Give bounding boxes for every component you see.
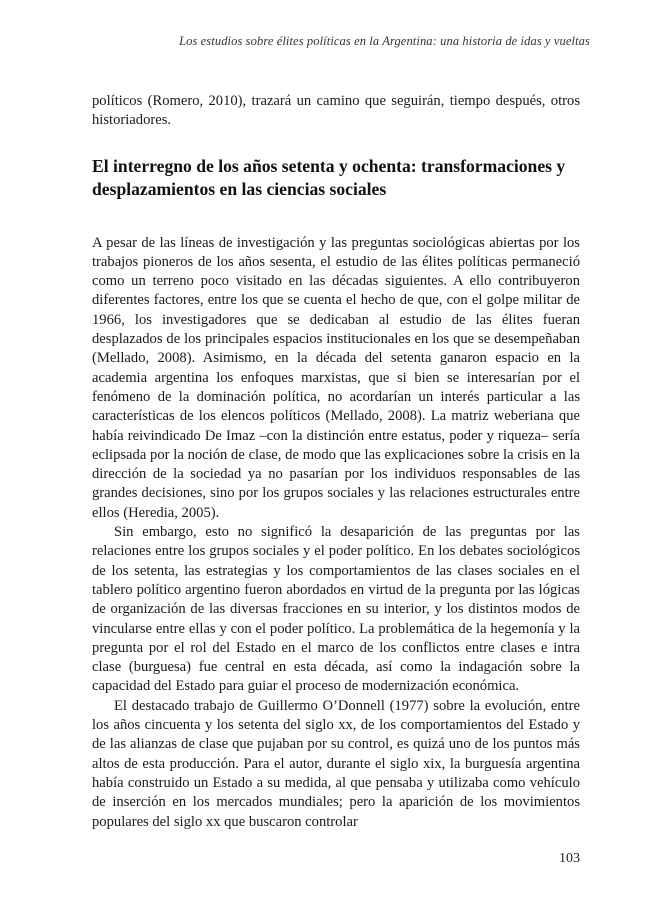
running-head: Los estudios sobre élites políticas en la Argentina: una historia de idas y vueltas xyxy=(179,34,590,48)
intro-paragraph: políticos (Romero, 2010), trazará un camino que seguirán, tiempo después, otros historiadores. xyxy=(92,93,580,129)
page-body xyxy=(92,92,580,832)
body-paragraph-1: A pesar de las líneas de investigación y las preguntas sociológicas abiertas por los trabajos pioneros de los años sesenta, el estudio de las élites políticas permaneció como un terreno poco visitado en las décadas siguientes. A ello contribuyeron diferentes factores, entre los que se cuenta el hecho de que, con el golpe militar de 1966, los investigadores que se dedicaban al estudio de las élites fueran desplazados de los principales espacios institucionales en los que se desempeñaban (Mellado, 2008). Asimismo, en la década del setenta ganaron espacio en la academia argentina los enfoques marxistas, que si bien se interesarían por el fenómeno de la dominación política, no acordarían un interés particular a las características de los elencos políticos (Mellado, 2008). La matriz weberiana que había reivindicado De Imaz –con la distinción entre estatus, poder y riqueza– sería eclipsada por la noción de clase, de modo que las explicaciones sobre la crisis en la dirección de la sociedad ya no pasarían por los individuos responsables de las grandes decisiones, sino por los grupos sociales y las relaciones estructurales entre ellos (Heredia, 2005). xyxy=(92,234,580,521)
section-heading: El interregno de los años setenta y ochenta: transformaciones y desplazamientos en las ciencias sociales xyxy=(92,155,566,199)
body-paragraph-3: El destacado trabajo de Guillermo O’Donnell (1977) sobre la evolución, entre los años cincuenta y los setenta del siglo xx, de los comportamientos del Estado y de las alianzas de clase que pujaban por su control, es quizá uno de los puntos más altos de esta producción. Para el autor, durante el siglo xix, la burguesía argentina había construido un Estado a su medida, al que pensaba y utilizaba como vehículo de inserción en los mercados mundiales; pero la aparición de los movimientos populares del siglo xx que buscaron controlar xyxy=(92,697,580,830)
body-paragraph-2: Sin embargo, esto no significó la desaparición de las preguntas por las relaciones entre los grupos sociales y el poder político. En los debates sociológicos de los setenta, las estrategias y los comportamientos de las clases sociales en el tablero político argentino fueron abordados en virtud de la pregunta por las lógicas de organización de las diversas fracciones en su interior, y los distintos modos de vincularse entre ellas y con el poder político. La problemática de la hegemonía y la pregunta por el rol del Estado en el marco de los conflictos entre clases e intra clase (burguesa) fue central en esta década, así como la indagación sobre la capacidad del Estado para guiar el proceso de modernización económica. xyxy=(92,524,580,695)
page-number: 103 xyxy=(559,851,580,866)
